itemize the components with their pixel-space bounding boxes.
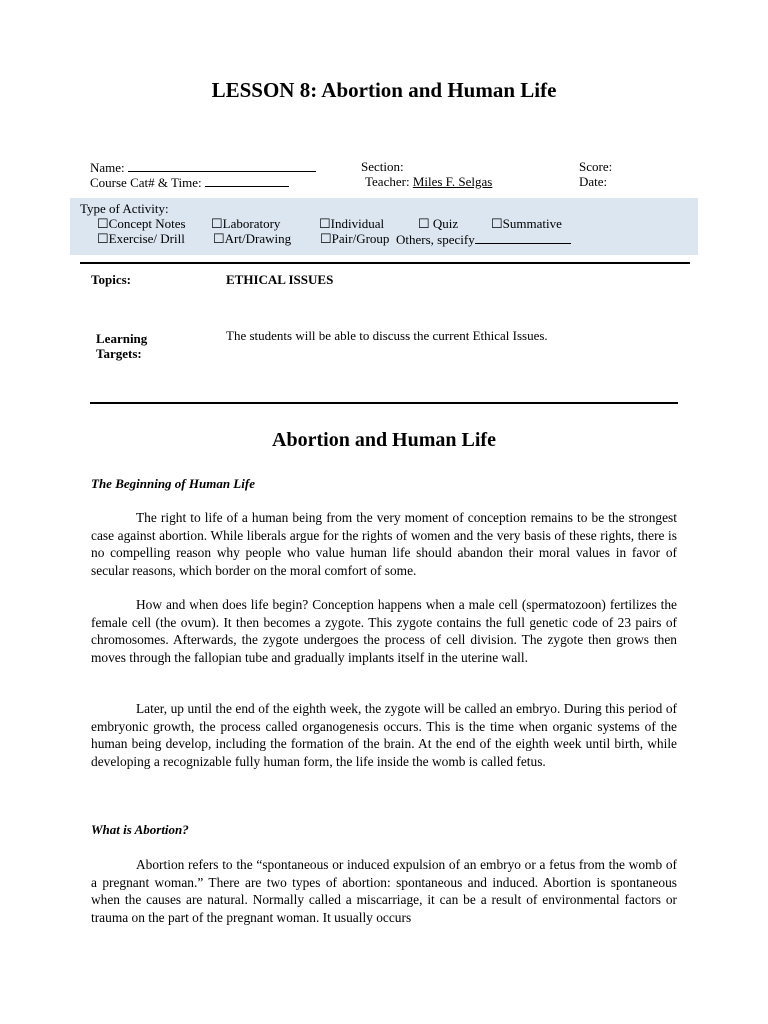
- targets-label-line1: Learning: [96, 331, 148, 346]
- others-blank[interactable]: [475, 231, 571, 244]
- divider-top: [80, 262, 690, 264]
- activity-title: Type of Activity:: [80, 201, 169, 216]
- checkbox-art-drawing[interactable]: ☐Art/Drawing: [213, 231, 292, 246]
- score-label: Score:: [579, 159, 613, 174]
- checkbox-laboratory[interactable]: ☐Laboratory: [211, 216, 281, 231]
- teacher-field: [365, 174, 492, 189]
- course-label: Course Cat# & Time:: [90, 175, 202, 190]
- targets-label-line2: Targets:: [96, 346, 142, 361]
- paragraph-3: Later, up until the end of the eighth week, the zygote will be called an embryo. During this period of embryonic growth, the process called organogenesis occurs. This is the time when organic systems of the human being develop, including the formation of the brain. At the end of the eighth week until birth, while developing a recognizable fully human form, the life inside the womb is called fetus.: [91, 701, 677, 769]
- course-blank[interactable]: [205, 174, 289, 187]
- name-blank[interactable]: [128, 159, 316, 172]
- section-heading: Abortion and Human Life: [272, 429, 496, 451]
- checkbox-summative[interactable]: ☐Summative: [491, 216, 562, 231]
- activity-type-box: [70, 198, 698, 255]
- checkbox-quiz[interactable]: ☐ Quiz: [418, 216, 459, 231]
- date-label: Date:: [579, 174, 608, 189]
- others-label: Others, specify: [396, 232, 475, 247]
- page-title: LESSON 8: Abortion and Human Life: [211, 78, 557, 102]
- course-field: [90, 174, 289, 190]
- topics-value: ETHICAL ISSUES: [226, 272, 334, 287]
- divider-bottom: [90, 402, 678, 404]
- learning-targets-label: [96, 331, 147, 361]
- checkbox-concept-notes[interactable]: ☐Concept Notes: [97, 216, 186, 231]
- subheading-beginning: The Beginning of Human Life: [91, 476, 255, 491]
- checkbox-pair-group[interactable]: ☐Pair/Group: [320, 231, 390, 246]
- checkbox-exercise-drill[interactable]: ☐Exercise/ Drill: [97, 231, 185, 246]
- name-field: [90, 159, 316, 175]
- section-label: Section:: [361, 159, 404, 174]
- learning-targets-value: The students will be able to discuss the current Ethical Issues.: [226, 328, 548, 343]
- teacher-name: Miles F. Selgas: [412, 174, 493, 189]
- teacher-label: Teacher:: [365, 174, 410, 189]
- subheading-what-is-abortion: What is Abortion?: [91, 822, 189, 837]
- checkbox-individual[interactable]: ☐Individual: [319, 216, 385, 231]
- paragraph-4: Abortion refers to the “spontaneous or induced expulsion of an embryo or a fetus from the womb of a pregnant woman.” There are two types of abortion: spontaneous and induced. Abortion is spontaneous when the causes are natural. Normally called a miscarriage, it can be a result of environmental factors or trauma on the part of the pregnant woman. It usually occurs: [91, 857, 677, 925]
- others-specify: [396, 231, 571, 248]
- name-label: Name:: [90, 160, 125, 175]
- paragraph-2: How and when does life begin? Conception happens when a male cell (spermatozoon) fertilizes the female cell (the ovum). It then becomes a zygote. This zygote contains the full genetic code of 23 pairs of chromosomes. Afterwards, the zygote undergoes the process of cell division. The zygote then grows then moves through the fallopian tube and gradually implants itself in the uterine wall.: [91, 597, 677, 665]
- topics-label: Topics:: [91, 272, 131, 287]
- paragraph-1: The right to life of a human being from the very moment of conception remains to be the strongest case against abortion. While liberals argue for the rights of women and the very basis of these rights, there is no compelling reason why people who value human life should abandon their moral values in favor of secular reasons, which border on the moral comfort of some.: [91, 510, 677, 578]
